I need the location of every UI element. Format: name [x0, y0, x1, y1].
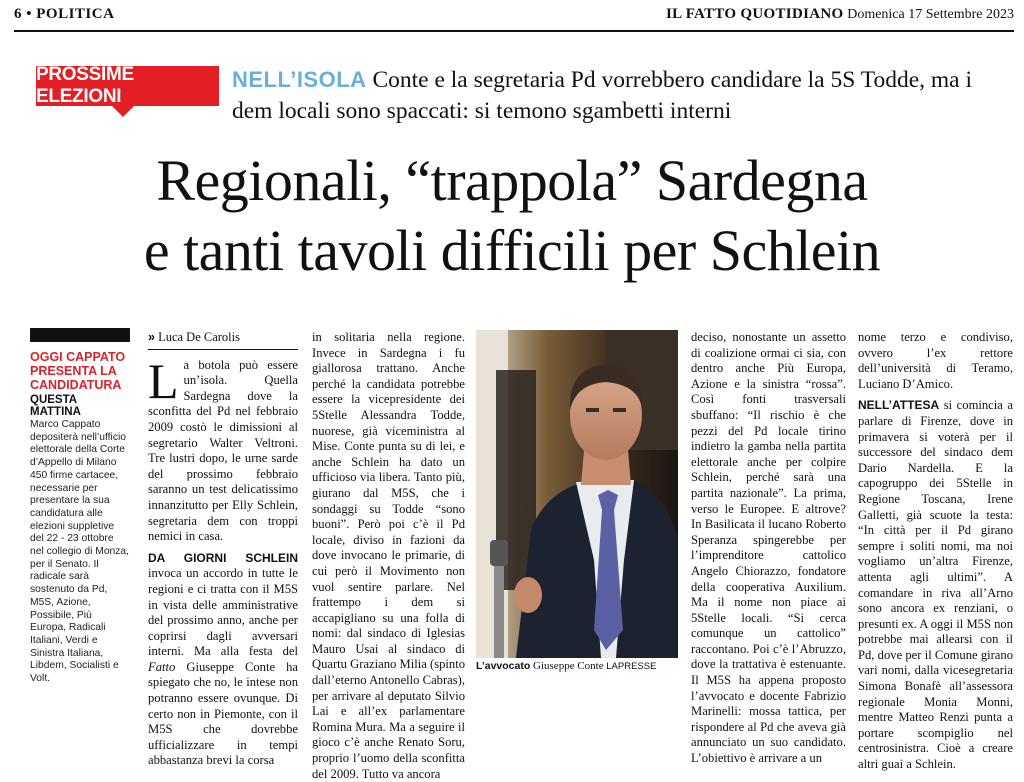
sidebar-subtitle: QUESTA MATTINA — [30, 394, 81, 418]
photo-giuseppe-conte — [476, 330, 678, 658]
run-in-head: DA GIORNI SCHLEIN — [148, 550, 298, 565]
byline — [148, 330, 298, 350]
paragraph-1: La botola può essere un’isola. Quella Sardegna dove la sconfitta del Pd nel febbraio 2009 costò le dimissioni al segretario Walter Veltroni. Tre lustri dopo, le urne sarde del prossimo febbraio saranno un test delicatissimo innanzitutto per Elly Schlein, segretaria dem con troppi nemici in casa. — [148, 352, 298, 544]
sidebar-body: Marco Cappato depositerà nell’ufficio elettorale della Corte d’Appello di Milano 450 firme cartacee, necessarie per presentare la sua candidatura alle elezioni suppletive del 22 - 23 ottobre nel collegio di Monza, per il Senato. Il radicale sarà sostenuto da Pd, M5S, Azione, Possibile, Più Europa, Radicali Italiani, Verdi e Sinistra Italiana, Libdem, Socialisti e Volt. — [30, 419, 130, 685]
badge-pointer — [112, 106, 134, 117]
sidebar-rule — [30, 328, 130, 342]
sidebar-box — [30, 328, 130, 686]
author-name: Luca De Carolis — [158, 330, 240, 344]
paragraph-3: in solitaria nella regione. Invece in Sardegna i fu giallorosa trattano. Anche perché la candidata potrebbe essere la vicepresidente dei 5Stelle Alessandra Todde, nuorese, già viceministra al Mise. Conte punta su di lei, e anche Schlein ha dato un ufficioso via libera. Tanto più, giurano dal M5S, che i sondaggi su Todde “sono buoni”. Però poi c’è il Pd locale, diviso in fazioni da dove invocano le primarie, di cui però il Movimento non vuol sentire parlare. Nel frattempo i dem si accapigliano su una folla di nomi: dal sindaco di Iglesias Mauro Usai al sindaco di Quartu Graziano Milia (spinto dall’eterno Antonello Cabras), per arrivare al deputato Silvio Lai e all’ex parlamentare Romina Mura. Ma a seguire il gioco c’è anche Renato Soru, proprio l’uomo della sconfitta del 2009. Tutto va ancora — [312, 330, 465, 781]
portrait-illustration — [476, 330, 678, 658]
section-badge: PROSSIME ELEZIONI — [36, 66, 219, 106]
kicker-lead: NELL’ISOLA — [232, 67, 367, 92]
run-in-head-2: NELL’ATTESA — [858, 398, 940, 413]
page-header — [14, 4, 1014, 32]
headline — [20, 146, 1004, 286]
paragraph-2: DA GIORNI SCHLEIN invoca un accordo in tutte le regioni e ci tratta con il M5S in vista delle amministrative del prossimo anno, anche per coprirsi dagli avversari interni. Ma alla festa del Fatto Giuseppe Conte ha spiegato che no, le intese non potranno essere ovunque. Di certo non in Piemonte, con il M5S che dovrebbe ufficializzare in tempi abbastanza brevi la corsa — [148, 550, 298, 768]
paragraph-4: deciso, nonostante un assetto di coalizione ormai ci sia, con dentro anche Più Europa, Azione e la sinistra “rossa”. Così fonti trasversali sbuffano: “Il rischio è che pezzi del Pd locale tirino indietro la gamba nella partita elettorale anche per colpire Schlein, perché sarà una partita nazionale”. La prima, verso le Europee. E altrove? In Basilicata il lucano Roberto Speranza spingerebbe per l’imprenditore cattolico Angelo Chiorazzo, fondatore della cooperativa Auxilium. Ma il nome non piace ai 5Stelle locali. “Si cerca comunque un cattolico” raccontano. Poi c’è l’Abruzzo, dove la trattativa è estenuante. Il M5S ha appena proposto l’avvocato e docente Fabrizio Marinelli: mossa tattica, per rispondere al Pd che aveva già annunciato un suo candidato. L’obiettivo è arrivare a un — [691, 330, 846, 766]
sidebar-title: OGGI CAPPATO PRESENTA LA CANDIDATURA — [30, 350, 126, 392]
kicker-text: Conte e la segretaria Pd vorrebbero candidare la 5S Todde, ma i dem locali sono spaccati: si temono sgambetti interni — [232, 67, 973, 124]
article-column-2 — [312, 330, 465, 782]
headline-line-2: e tanti tavoli difficili per Schlein — [143, 218, 881, 283]
article-column-3 — [691, 330, 846, 767]
photo-credit: LAPRESSE — [603, 661, 657, 672]
paragraph-6: NELL’ATTESA si comincia a parlare di Firenze, dove in primavera si voterà per il successore del sindaco dem Dario Nardella. E la capogruppo dei 5Stelle in Regione Toscana, Irene Galletti, già scuote la testa: “In città per il Pd girano sempre i soliti nomi, ma noi vogliamo un’altra Firenze, attenta agli ultimi”. A comandare in riva all’Arno sono ancora ex renziani, o presunti ex. A oggi il M5S non potrebbe mai allearsi con il Pd, dove per il Comune girano vari nomi, dalla vicesegretaria Simona Bonafè all’assessora regionale Monia Monni, mentre Matteo Renzi punta a portare scompiglio nel centrosinistra. Cioè a creare altri guai a Schlein. — [858, 398, 1013, 772]
headline-line-1: Regionali, “trappola” Sardegna — [156, 148, 868, 213]
page-section-label: 6 • POLITICA — [14, 6, 115, 22]
caption-lead: L’avvocato — [476, 660, 531, 672]
drop-cap: L — [148, 352, 179, 409]
masthead — [666, 6, 1014, 23]
paragraph-5: nome terzo e condiviso, ovvero l’ex rettore dell’università di Teramo, Luciano D’Amico. — [858, 330, 1013, 391]
article-column-1 — [148, 330, 298, 769]
kicker — [232, 64, 1012, 127]
issue-date: Domenica 17 Settembre 2023 — [847, 7, 1014, 22]
paper-name: IL FATTO QUOTIDIANO — [666, 6, 844, 22]
byline-marker: » — [148, 330, 155, 344]
photo-caption — [476, 660, 686, 672]
caption-subject: Giuseppe Conte — [530, 660, 604, 672]
article-column-4 — [858, 330, 1013, 773]
